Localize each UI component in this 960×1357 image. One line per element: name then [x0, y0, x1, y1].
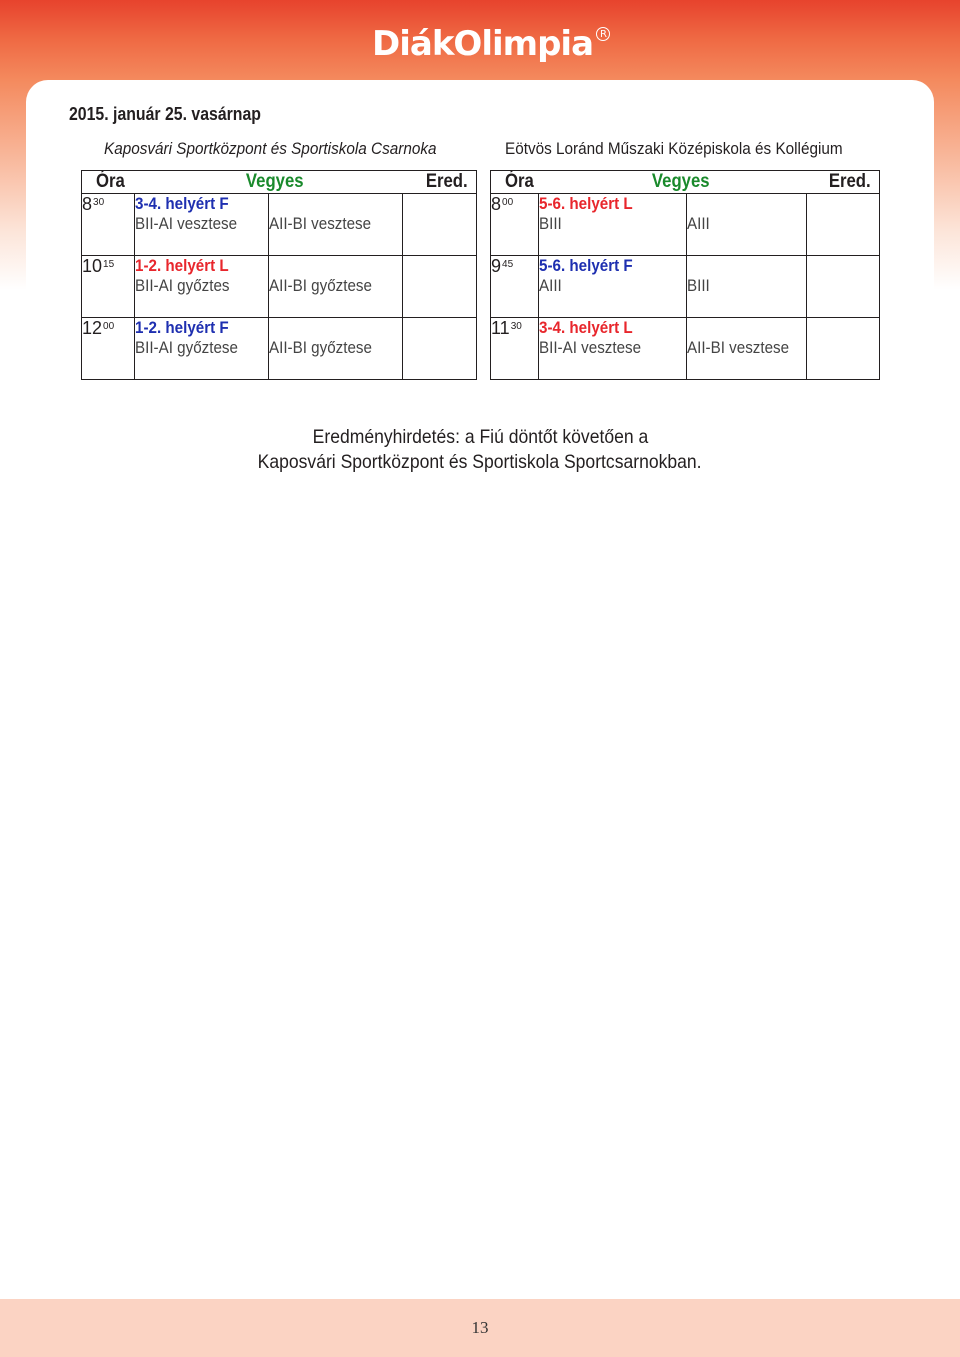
match-team-a: 5-6. helyért F AIII: [539, 256, 687, 318]
match-team-a: 5-6. helyért L BIII: [539, 194, 687, 256]
match-time: $8^{00}$: [491, 194, 539, 256]
match-team-b: AII-BI vesztese: [687, 318, 807, 380]
match-title-text: helyért L: [569, 195, 633, 213]
match-title-num: 1-2.: [135, 257, 162, 275]
header-match: Vegyes: [651, 171, 710, 192]
match-title-text: helyért F: [569, 257, 633, 275]
match-title-text: helyért L: [165, 257, 229, 275]
match-title-num: 3-4.: [135, 195, 162, 213]
match-title-num: 3-4.: [539, 319, 566, 337]
match-result: [807, 256, 880, 318]
match-result: [403, 256, 477, 318]
table-row: [82, 318, 477, 380]
match-result: [807, 194, 880, 256]
announcement-line-2: Kaposvári Sportközpont és Sportiskola Sportcsarnokban.: [258, 451, 702, 473]
match-result: [403, 318, 477, 380]
table-header: [491, 171, 880, 194]
page-number: 13: [471, 1318, 489, 1337]
match-title-text: helyért L: [569, 319, 633, 337]
match-result: [807, 318, 880, 380]
header-result: Ered.: [828, 171, 871, 192]
match-team-a: 1-2. helyért F BII-AI győztese: [135, 318, 269, 380]
match-title-num: 5-6.: [539, 257, 566, 275]
header-result: Ered.: [425, 171, 468, 192]
match-time: $8^{30}$: [82, 194, 135, 256]
header-time: Óra: [504, 171, 534, 192]
match-team-a: 3-4. helyért L BII-AI vesztese: [539, 318, 687, 380]
match-team-b: AIII: [687, 194, 807, 256]
registered-mark-icon: R: [596, 27, 610, 41]
schedule-table-left: [81, 170, 477, 380]
match-team-b: AII-BI győztese: [269, 318, 403, 380]
match-title-num: 1-2.: [135, 319, 162, 337]
match-time: $12^{00}$: [82, 318, 135, 380]
venue-right: Eötvös Loránd Műszaki Középiskola és Kollégium: [505, 139, 843, 158]
match-title-text: helyért F: [165, 195, 229, 213]
table-row: [82, 256, 477, 318]
match-title-num: 5-6.: [539, 195, 566, 213]
table-header: [82, 171, 477, 194]
match-team-a: 1-2. helyért L BII-AI győztes: [135, 256, 269, 318]
match-team-b: AII-BI győztese: [269, 256, 403, 318]
table-row: [491, 256, 880, 318]
match-time: $9^{45}$: [491, 256, 539, 318]
announcement-line-1: Eredményhirdetés: a Fiú döntőt követően a: [312, 426, 648, 448]
schedule-date: 2015. január 25. vasárnap: [69, 104, 261, 124]
match-title-text: helyért F: [165, 319, 229, 337]
match-team-b: BIII: [687, 256, 807, 318]
schedule-table-right: [490, 170, 880, 380]
table-row: [491, 318, 880, 380]
table-row: [491, 194, 880, 256]
header-time: Óra: [95, 171, 125, 192]
diakolimpia-logo: DiákOlimpia R: [372, 22, 610, 66]
table-header-row: [82, 171, 477, 194]
table-header-row: [491, 171, 880, 194]
match-team-a: 3-4. helyért F BII-AI vesztese: [135, 194, 269, 256]
match-time: $11^{30}$: [491, 318, 539, 380]
match-time: $10^{15}$: [82, 256, 135, 318]
match-team-b: AII-BI vesztese: [269, 194, 403, 256]
header-match: Vegyes: [245, 171, 304, 192]
venue-left: Kaposvári Sportközpont és Sportiskola Csarnoka: [104, 139, 437, 158]
table-row: [82, 194, 477, 256]
match-result: [403, 194, 477, 256]
